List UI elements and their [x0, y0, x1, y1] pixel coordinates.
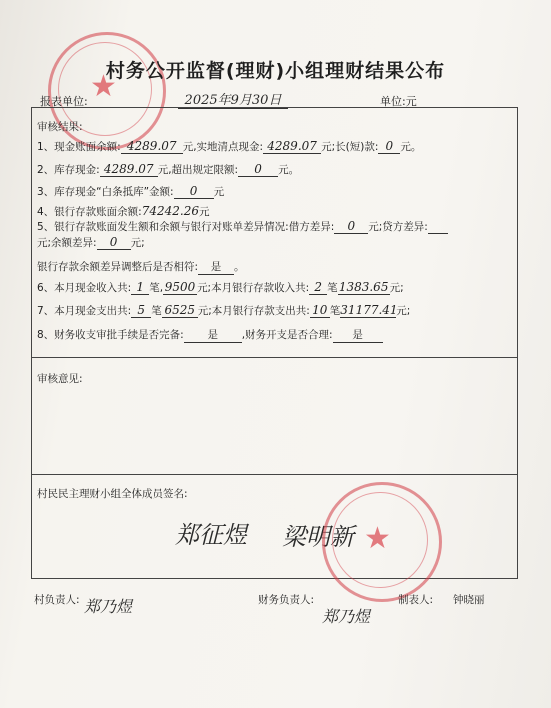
village-head-signature: 郑乃煜 — [84, 597, 133, 616]
finance-head-signature: 郑乃煜 — [322, 607, 371, 626]
audit-line-4: 4、银行存款账面余额:74242.26元 — [37, 204, 210, 218]
cash-income-count: 1 — [131, 280, 149, 295]
member-signature-2: 梁明新 — [282, 523, 354, 551]
audit-line-5a: 5、银行存款账面发生额和余额与银行对账单差异情况:借方差异: 0 元;贷方差异: — [37, 219, 448, 234]
cash-expense-count: 5 — [131, 303, 151, 318]
audit-line-8: 8、财务收支审批手续是否完备: 是 ,财务开支是否合理: 是 — [37, 327, 383, 343]
audit-line-2: 2、库存现金: 4289.07 元,超出规定限额: 0 元。 — [37, 162, 300, 176]
report-unit-label: 报表单位: — [40, 95, 88, 108]
bank-expense-amount: 31177.41 — [340, 303, 398, 317]
audit-line-7: 7、本月现金支出共: 5 笔 6525 元;本月银行存款支出共: 10 笔31177.41元; — [37, 303, 411, 317]
cash-on-hand: 4289.07 — [100, 162, 158, 177]
cash-book-balance: 4289.07 — [121, 139, 183, 154]
page-title: 村务公开监督(理财)小组理财结果公布 — [105, 60, 446, 82]
audit-line-3: 3、库存现金“白条抵库”金额: 0 元 — [37, 184, 225, 198]
members-signature-label: 村民民主理财小组全体成员签名: — [37, 488, 188, 500]
audit-line-6: 6、本月现金收入共: 1 笔, 9500 元;本月银行存款收入共: 2 笔1383.65元; — [37, 280, 404, 294]
report-date: 2025年9月30日 — [178, 89, 288, 109]
long-short-amount: 0 — [378, 139, 400, 154]
balance-difference: 0 — [97, 235, 131, 250]
adjust-match: 是 — [198, 259, 234, 275]
cash-expense-amount: 6525 — [162, 303, 198, 318]
debit-difference: 0 — [334, 219, 368, 234]
seal-star-icon: ★ — [90, 69, 117, 104]
audit-heading: 审核结果: — [37, 121, 83, 133]
report-table — [31, 107, 518, 579]
bank-income-amount: 1383.65 — [338, 280, 389, 294]
cash-counted: 4289.07 — [263, 139, 321, 154]
audit-opinion-label: 审核意见: — [37, 373, 83, 385]
audit-line-5b: 元;余额差异: 0 元; — [37, 235, 145, 249]
finance-head-label: 财务负责人: — [258, 594, 315, 606]
divider-opinion — [31, 357, 518, 358]
bank-income-count: 2 — [309, 280, 327, 295]
unit-label: 单位:元 — [380, 95, 417, 108]
member-signature-1: 郑征煜 — [175, 521, 247, 549]
cash-income-amount: 9500 — [164, 280, 196, 294]
bank-book-balance: 74242.26 — [141, 204, 199, 218]
audit-line-1: 1、现金账面余额: 4289.07 元,实地清点现金: 4289.07 元;长(短)款: 0 元。 — [37, 139, 422, 153]
iou-amount: 0 — [174, 184, 214, 199]
bank-expense-count: 10 — [310, 303, 330, 318]
audit-line-adjust: 银行存款余额差异调整后是否相符: 是 。 — [37, 261, 245, 273]
divider-members — [31, 474, 518, 475]
over-limit-amount: 0 — [238, 162, 278, 177]
village-head-label: 村负责人: — [34, 594, 80, 606]
expense-reasonable: 是 — [333, 327, 383, 343]
preparer-label: 制表人: — [398, 594, 434, 606]
approval-complete: 是 — [184, 327, 242, 343]
preparer-name: 钟晓丽 — [453, 594, 485, 606]
seal-star-icon: ★ — [364, 521, 391, 556]
